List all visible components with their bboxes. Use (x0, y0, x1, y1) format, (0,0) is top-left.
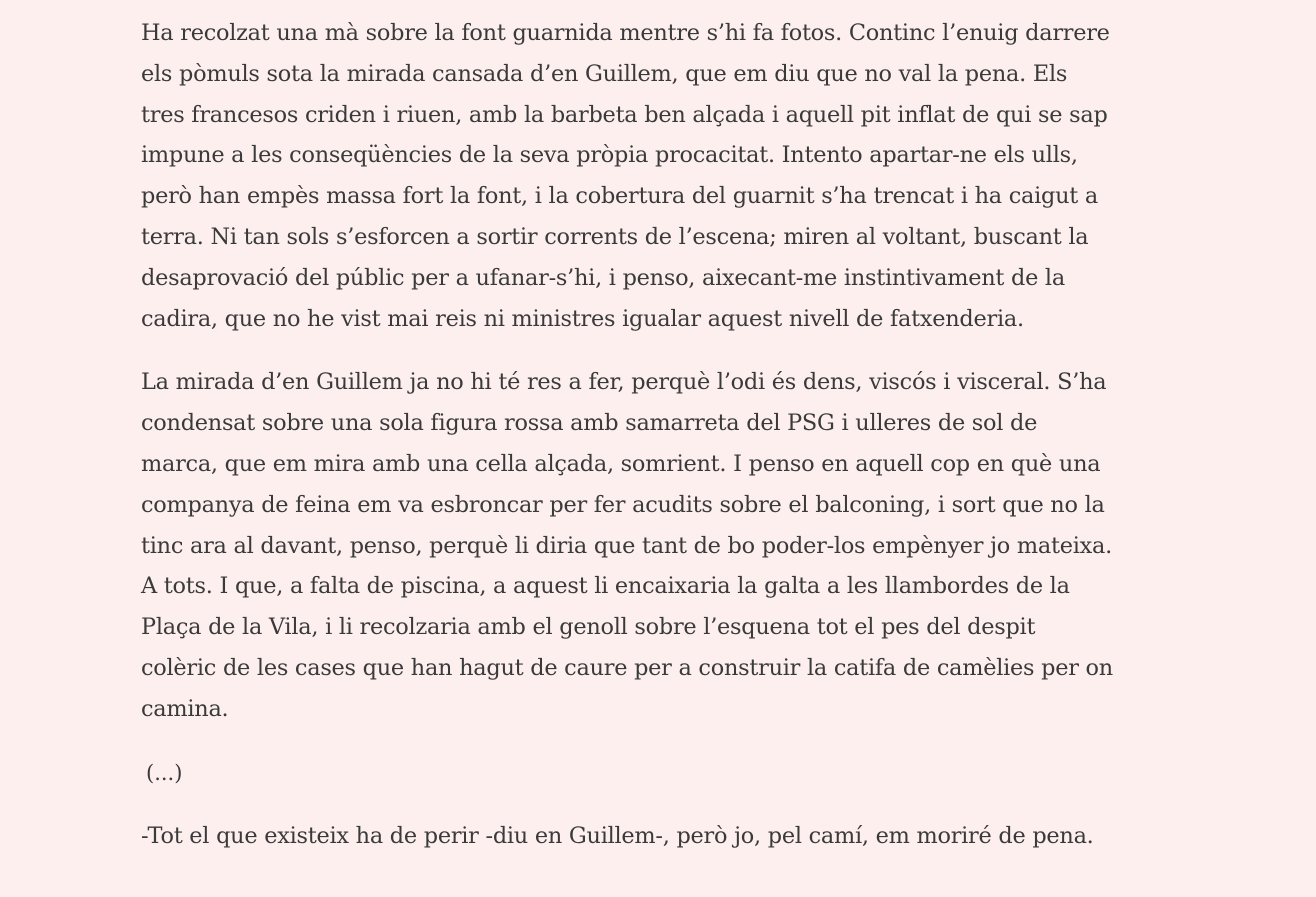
text-line: A tots. I que, a falta de piscina, a aquest li encaixaria la galta a les llambordes de la (141, 573, 1070, 600)
text-line: Plaça de la Vila, i li recolzaria amb el genoll sobre l’esquena tot el pes del despit (141, 614, 1036, 641)
text-line: -Tot el que existeix ha de perir -diu en Guillem-, però jo, pel camí, em moriré de pena. (141, 823, 1094, 850)
article-body (141, 13, 1131, 880)
paragraph-3 (141, 816, 1131, 857)
paragraph-1 (141, 13, 1131, 339)
text-line: Ha recolzat una mà sobre la font guarnida mentre s’hi fa fotos. Continc l’enuig darrere (141, 20, 1110, 46)
text-line: cadira, que no he vist mai reis ni ministres igualar aquest nivell de fatxenderia. (141, 305, 1024, 332)
ellipsis-marker: (...) (146, 760, 183, 785)
text-line: marca, que em mira amb una cella alçada, somrient. I penso en aquell cop en què una (141, 450, 1101, 477)
text-line: els pòmuls sota la mirada cansada d’en Guillem, que em diu que no val la pena. Els (141, 60, 1068, 87)
text-line: colèric de les cases que han hagut de caure per a construir la catifa de camèlies per on (141, 654, 1113, 681)
paragraph-2 (141, 362, 1131, 729)
text-line: camina. (141, 695, 229, 722)
text-line: tres francesos criden i riuen, amb la barbeta ben alçada i aquell pit inflat de qui se sap (141, 101, 1108, 128)
text-line: companya de feina em va esbroncar per fer acudits sobre el balconing, i sort que no la (141, 491, 1105, 518)
text-line: però han empès massa fort la font, i la cobertura del guarnit s’ha trencat i ha caigut a (141, 183, 1099, 210)
text-line: La mirada d’en Guillem ja no hi té res a fer, perquè l’odi és dens, viscós i visceral. S’ha (141, 369, 1107, 396)
text-line: terra. Ni tan sols s’esforcen a sortir corrents de l’escena; miren al voltant, buscant la (141, 223, 1089, 250)
text-line: condensat sobre una sola figura rossa amb samarreta del PSG i ulleres de sol de (141, 410, 1038, 437)
text-line: tinc ara al davant, penso, perquè li diria que tant de bo poder-los empènyer jo mateixa. (141, 532, 1112, 559)
text-line: impune a les conseqüències de la seva pròpia procacitat. Intento apartar-ne els ulls, (141, 142, 1078, 169)
text-line: desaprovació del públic per a ufanar-s’hi, i penso, aixecant-me instintivament de la (141, 264, 1065, 291)
